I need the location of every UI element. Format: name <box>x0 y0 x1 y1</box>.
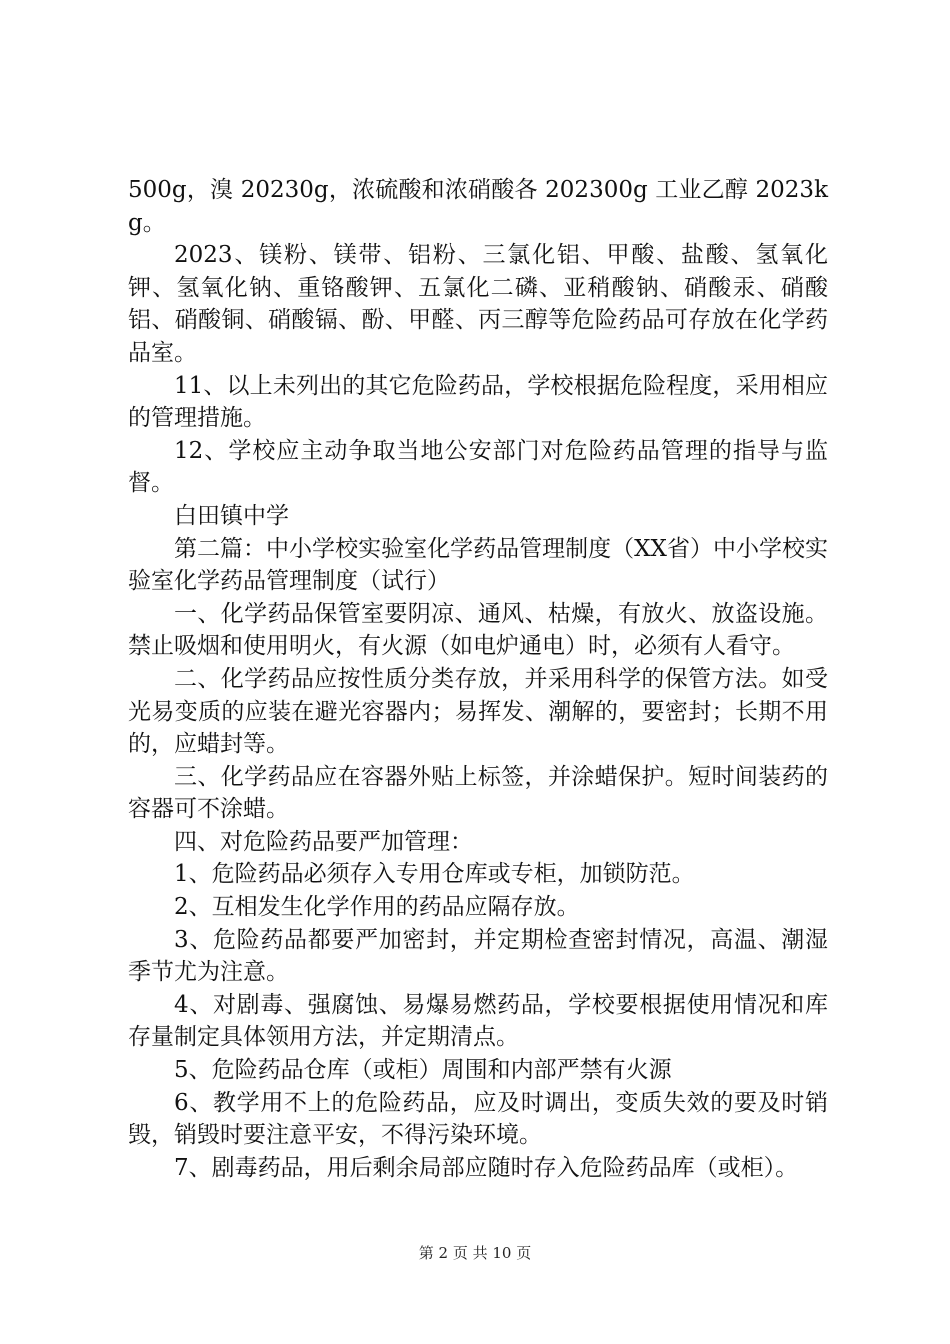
paragraph-second-article-title: 第二篇：中小学校实验室化学药品管理制度（XX省）中小学校实验室化学药品管理制度（试行） <box>128 535 828 595</box>
paragraph-section-3: 三、化学药品应在容器外贴上标签，并涂蜡保护。短时间装药的容器可不涂蜡。 <box>128 763 828 823</box>
paragraph-rule-2: 2、互相发生化学作用的药品应隔存放。 <box>174 894 580 921</box>
paragraph-section-4: 四、对危险药品要严加管理： <box>174 828 473 855</box>
paragraph-rule-7: 7、剧毒药品，用后剩余局部应随时存入危险药品库（或柜）。 <box>174 1154 799 1181</box>
paragraph-section-1: 一、化学药品保管室要阴凉、通风、枯燥，有放火、放盗设施。禁止吸烟和使用明火，有火源（如电炉通电）时，必须有人看守。 <box>128 600 828 660</box>
paragraph-item-12: 12、学校应主动争取当地公安部门对危险药品管理的指导与监督。 <box>128 437 828 497</box>
paragraph-item-11: 11、以上未列出的其它危险药品，学校根据危险程度，采用相应的管理措施。 <box>128 372 828 432</box>
paragraph-school-name: 白田镇中学 <box>174 502 289 529</box>
paragraph-item-2023: 2023、镁粉、镁带、铝粉、三氯化铝、甲酸、盐酸、氢氧化钾、氢氧化钠、重铬酸钾、五氯化二磷、亚稍酸钠、硝酸汞、硝酸铝、硝酸铜、硝酸镉、酚、甲醛、丙三醇等危险药品可存放在化学药品室。 <box>128 242 828 366</box>
page-footer <box>0 1242 950 1263</box>
paragraph-rule-4: 4、对剧毒、强腐蚀、易爆易燃药品，学校要根据使用情况和库存量制定具体领用方法，并定期清点。 <box>128 991 828 1051</box>
document-body <box>128 174 828 1184</box>
paragraph-rule-1: 1、危险药品必须存入专用仓库或专柜，加锁防范。 <box>174 861 695 888</box>
paragraph-rule-5: 5、危险药品仓库（或柜）周围和内部严禁有火源 <box>174 1057 672 1084</box>
paragraph-rule-3: 3、危险药品都要严加密封，并定期检查密封情况，高温、潮湿季节尤为注意。 <box>128 926 828 986</box>
paragraph-section-2: 二、化学药品应按性质分类存放，并采用科学的保管方法。如受光易变质的应装在避光容器内；易挥发、潮解的，要密封；长期不用的，应蜡封等。 <box>128 665 828 758</box>
paragraph-quantities: 500g，溴 20230g，浓硫酸和浓硝酸各 202300g 工业乙醇 2023kg。 <box>128 177 828 236</box>
page-number-label: 第 2 页 共 10 页 <box>418 1244 532 1262</box>
paragraph-rule-6: 6、教学用不上的危险药品，应及时调出，变质失效的要及时销毁，销毁时要注意平安，不得污染环境。 <box>128 1089 828 1149</box>
